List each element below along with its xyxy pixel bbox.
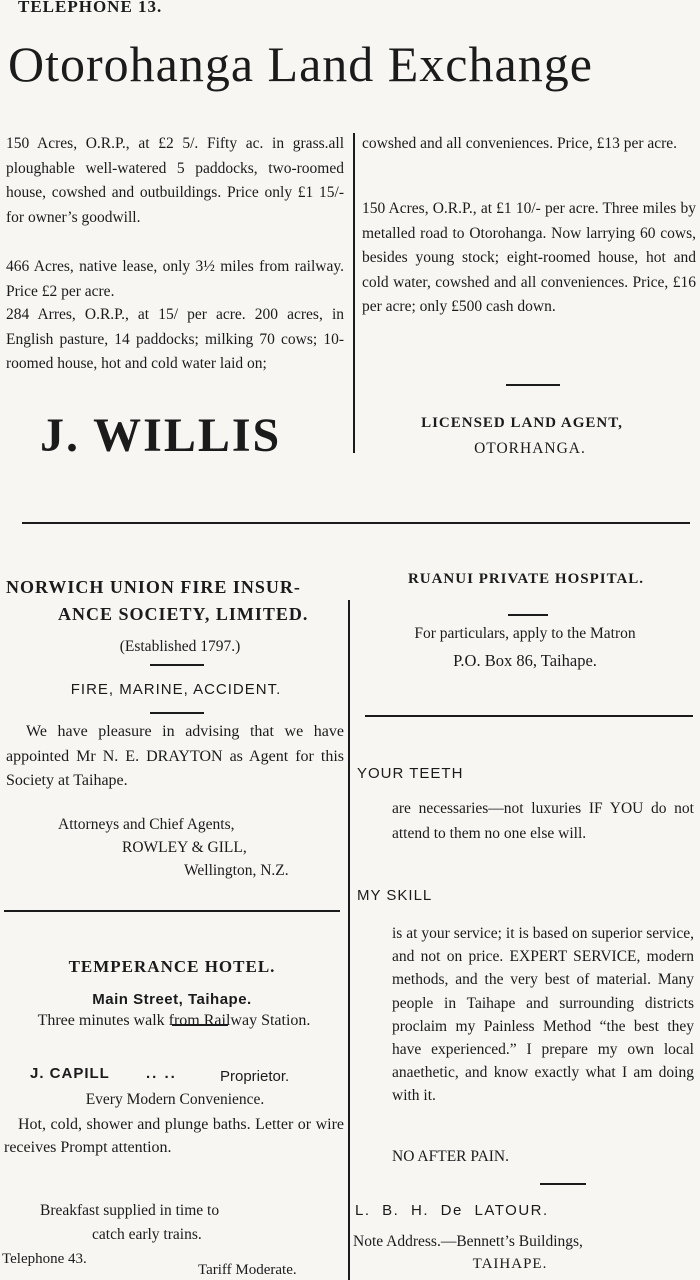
skill-heading: MY SKILL [357,887,433,904]
norwich-firm: ROWLEY & GILL, [122,839,247,856]
dentist-rule [540,1183,586,1185]
norwich-city: Wellington, N.Z. [184,862,289,879]
telephone-number: TELEPHONE 13. [18,0,163,16]
right-column-ad-1: cowshed and all conveniences. Price, £13 per acre. [362,135,678,152]
skill-body: is at your service; it is based on superior service, and not on price. EXPERT SERVICE, modern methods, and the very best of material. Many people in Taihape and surrounding districts proclaim my Painless Method “the best they have experienced.” I prepare my own local anaethetic, and know exactly what I am doing with it. [392,925,694,1105]
norwich-title-line-1: NORWICH UNION FIRE INSUR- [6,577,301,597]
norwich-rule-1 [150,664,204,666]
hotel-baths: Hot, cold, shower and plunge baths. Letter or wire receives Prompt attention. [4,1116,344,1156]
section-divider [22,522,690,524]
column-divider-top [353,133,355,453]
right-column-ad-2: 150 Acres, O.R.P., at £1 10/- per acre. Three miles by metalled road to Otorohanga. Now larrying 60 cows, besides young stock; eight-roomed house, hot and cold water, cowshed and all conveniences. Price, £16 per acre; only £500 cash down. [362,200,696,315]
column-divider-bottom [348,600,350,1280]
hotel-trains: catch early trains. [92,1226,202,1243]
norwich-rule-2 [150,712,204,714]
dentist-name: L. B. H. De LATOUR. [355,1202,549,1219]
left-column-ad-3: 284 Arres, O.R.P., at 15/ per acre. 200 acres, in English pasture, 14 paddocks; milking 70 cows; 10-roomed house, hot and cold water laid on; [6,306,344,372]
norwich-lines: FIRE, MARINE, ACCIDENT. [70,681,282,698]
hospital-line-2: P.O. Box 86, Taihape. [453,651,597,670]
teeth-heading: YOUR TEETH [357,765,464,782]
hotel-proprietor-name: J. CAPILL [30,1065,110,1082]
teeth-body: are necessaries—not luxuries IF YOU do not attend to them no one else will. [392,800,694,842]
hospital-rule [508,614,548,616]
hotel-street: Main Street, Taihape. [92,991,252,1008]
norwich-body: We have pleasure in advising that we have appointed Mr N. E. DRAYTON as Agent for this Society at Taihape. [6,723,344,789]
hotel-tariff: Tariff Moderate. [198,1262,297,1278]
left-column-ad-1: 150 Acres, O.R.P., at £2 5/. Fifty ac. in grass.all ploughable well-watered 5 paddocks, two-roomed house, cowshed and outbuildings. Price only £1 15/- for owner’s goodwill. [6,135,344,226]
hotel-proprietor-label: Proprietor. [220,1068,290,1085]
dentist-address: Note Address.—Bennett’s Buildings, [353,1233,583,1250]
norwich-title-line-2: ANCE SOCIETY, LIMITED. [58,604,309,624]
left-column-ad-2: 466 Acres, native lease, only 3½ miles from railway. Price £2 per acre. [6,258,344,300]
hotel-convenience: Every Modern Convenience. [85,1091,265,1108]
exchange-title: Otorohanga Land Exchange [8,36,593,92]
hotel-breakfast: Breakfast supplied in time to [40,1202,220,1219]
agent-name: J. WILLIS [40,409,282,462]
hospital-line-1: For particulars, apply to the Matron [414,625,636,642]
agent-title: LICENSED LAND AGENT, [421,415,623,431]
norwich-established: (Established 1797.) [119,638,241,655]
no-after-pain: NO AFTER PAIN. [392,1148,509,1165]
hotel-dots: .. .. [146,1065,177,1082]
hospital-title: RUANUI PRIVATE HOSPITAL. [407,571,645,587]
short-rule [506,384,560,386]
hotel-title: TEMPERANCE HOTEL. [68,957,276,976]
hotel-telephone: Telephone 43. [2,1251,87,1267]
dentist-town: TAIHAPE. [472,1256,548,1272]
agent-town: OTORHANGA. [474,440,586,457]
norwich-attorneys: Attorneys and Chief Agents, [58,816,235,833]
norwich-bottom-rule [4,910,340,912]
hospital-bottom-rule [365,715,693,717]
hotel-walk: Three minutes walk from Railway Station. [37,1012,311,1029]
